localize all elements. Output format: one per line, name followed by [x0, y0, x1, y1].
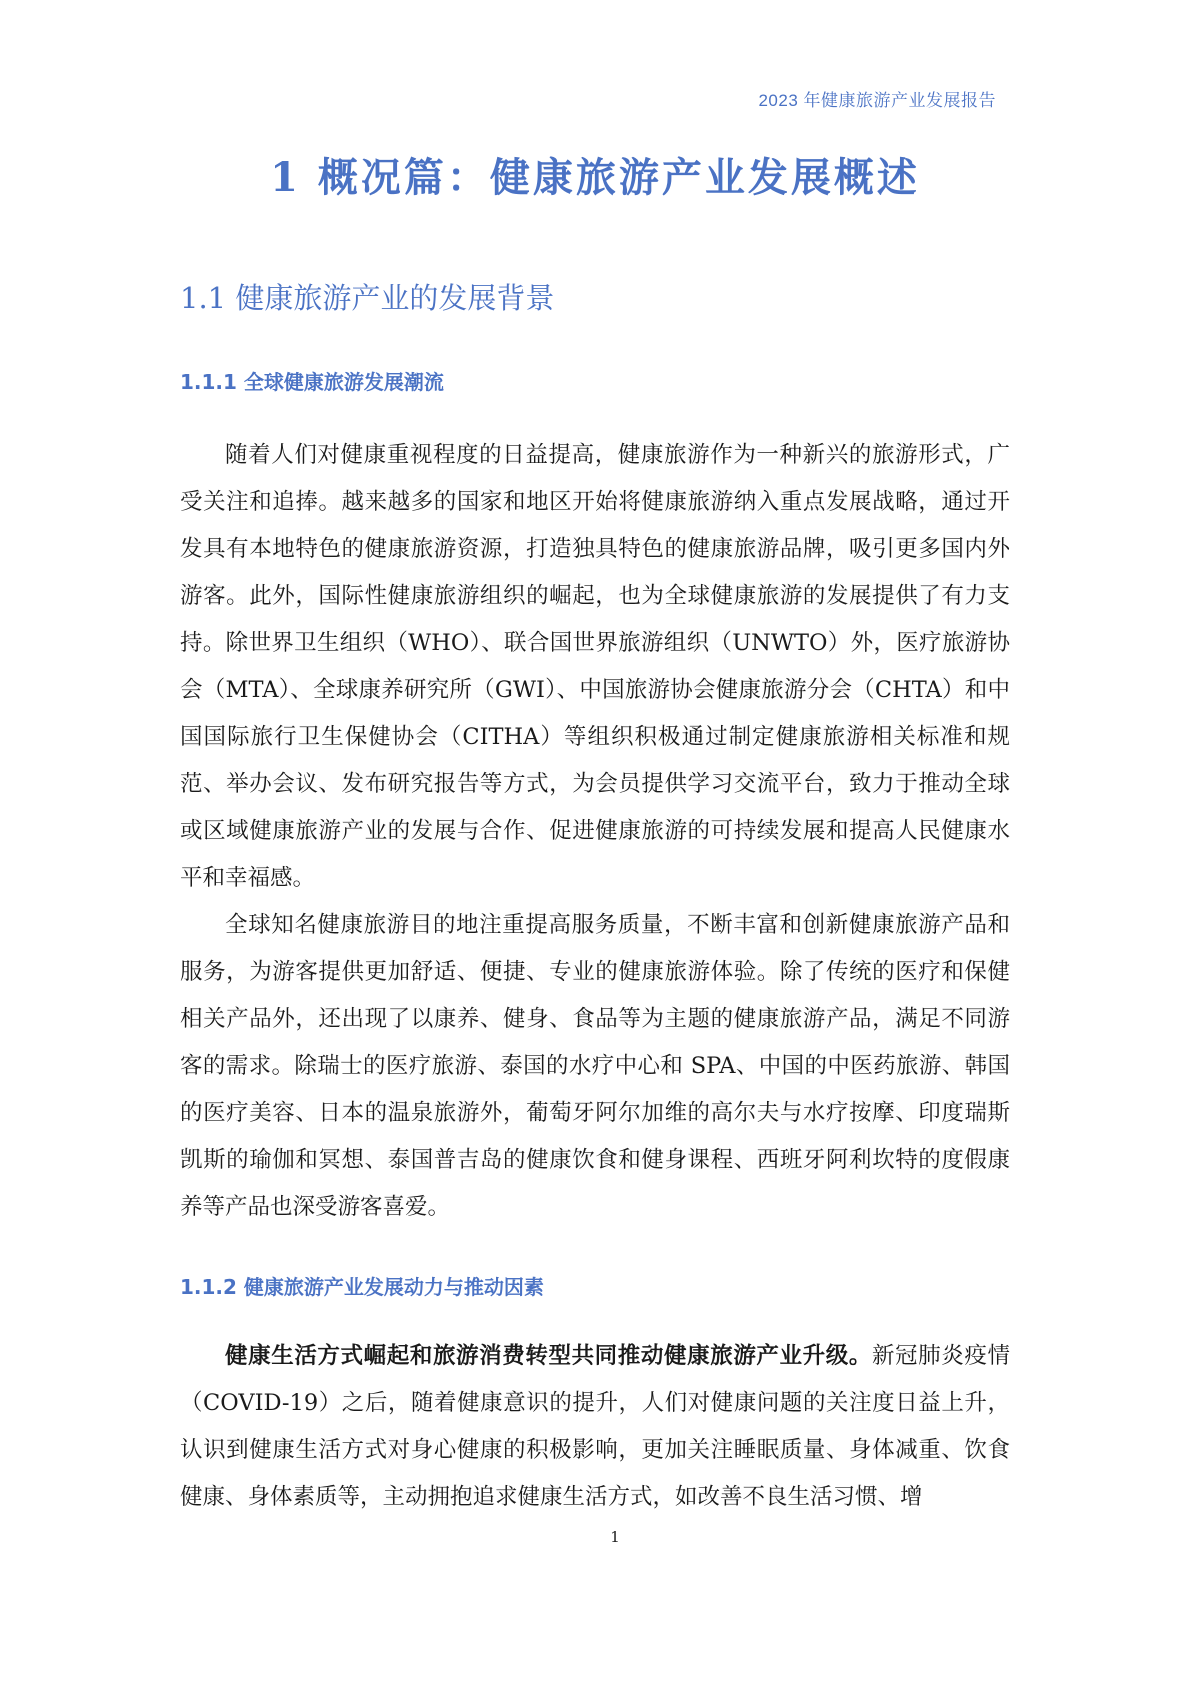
- subsection-title-drivers: 1.1.2 健康旅游产业发展动力与推动因素: [180, 1275, 544, 1299]
- section-title: 1.1 健康旅游产业的发展背景: [180, 281, 555, 315]
- paragraph: 全球知名健康旅游目的地注重提高服务质量，不断丰富和创新健康旅游产品和服务，为游客提供更加舒适、便捷、专业的健康旅游体验。除了传统的医疗和保健相关产品外，还出现了以康养、健身、食品等为主题的健康旅游产品，满足不同游客的需求。除瑞士的医疗旅游、泰国的水疗中心和 SPA、中国的中医药旅游、韩国的医疗美容、日本的温泉旅游外，葡萄牙阿尔加维的高尔夫与水疗按摩、印度瑞斯凯斯的瑜伽和冥想、泰国普吉岛的健康饮食和健身课程、西班牙阿利坎特的度假康养等产品也深受游客喜爱。: [180, 912, 1010, 1220]
- paragraph: [180, 1333, 1010, 1521]
- lead-sentence: 健康生活方式崛起和旅游消费转型共同推动健康旅游产业升级。: [225, 1343, 872, 1369]
- running-header: 2023 年健康旅游产业发展报告: [758, 91, 996, 110]
- subsection-title-global-trend: 1.1.1 全球健康旅游发展潮流: [180, 370, 444, 394]
- body-text-global-trend: [180, 432, 1010, 1231]
- page-number: 1: [610, 1528, 620, 1546]
- paragraph: 随着人们对健康重视程度的日益提高，健康旅游作为一种新兴的旅游形式，广受关注和追捧。越来越多的国家和地区开始将健康旅游纳入重点发展战略，通过开发具有本地特色的健康旅游资源，打造独具特色的健康旅游品牌，吸引更多国内外游客。此外，国际性健康旅游组织的崛起，也为全球健康旅游的发展提供了有力支持。除世界卫生组织（WHO）、联合国世界旅游组织（UNWTO）外，医疗旅游协会（MTA）、全球康养研究所（GWI）、中国旅游协会健康旅游分会（CHTA）和中国国际旅行卫生保健协会（CITHA）等组织积极通过制定健康旅游相关标准和规范、举办会议、发布研究报告等方式，为会员提供学习交流平台，致力于推动全球或区域健康旅游产业的发展与合作、促进健康旅游的可持续发展和提高人民健康水平和幸福感。: [180, 442, 1010, 891]
- paragraph-continuation: 新冠肺炎疫情（COVID-19）之后，随着健康意识的提升，人们对健康问题的关注度日益上升，认识到健康生活方式对身心健康的积极影响，更加关注睡眠质量、身体减重、饮食健康、身体素质等，主动拥抱追求健康生活方式，如改善不良生活习惯、增: [180, 1343, 1010, 1510]
- chapter-title: 1 概况篇：健康旅游产业发展概述: [270, 154, 920, 201]
- body-text-drivers: [180, 1333, 1010, 1521]
